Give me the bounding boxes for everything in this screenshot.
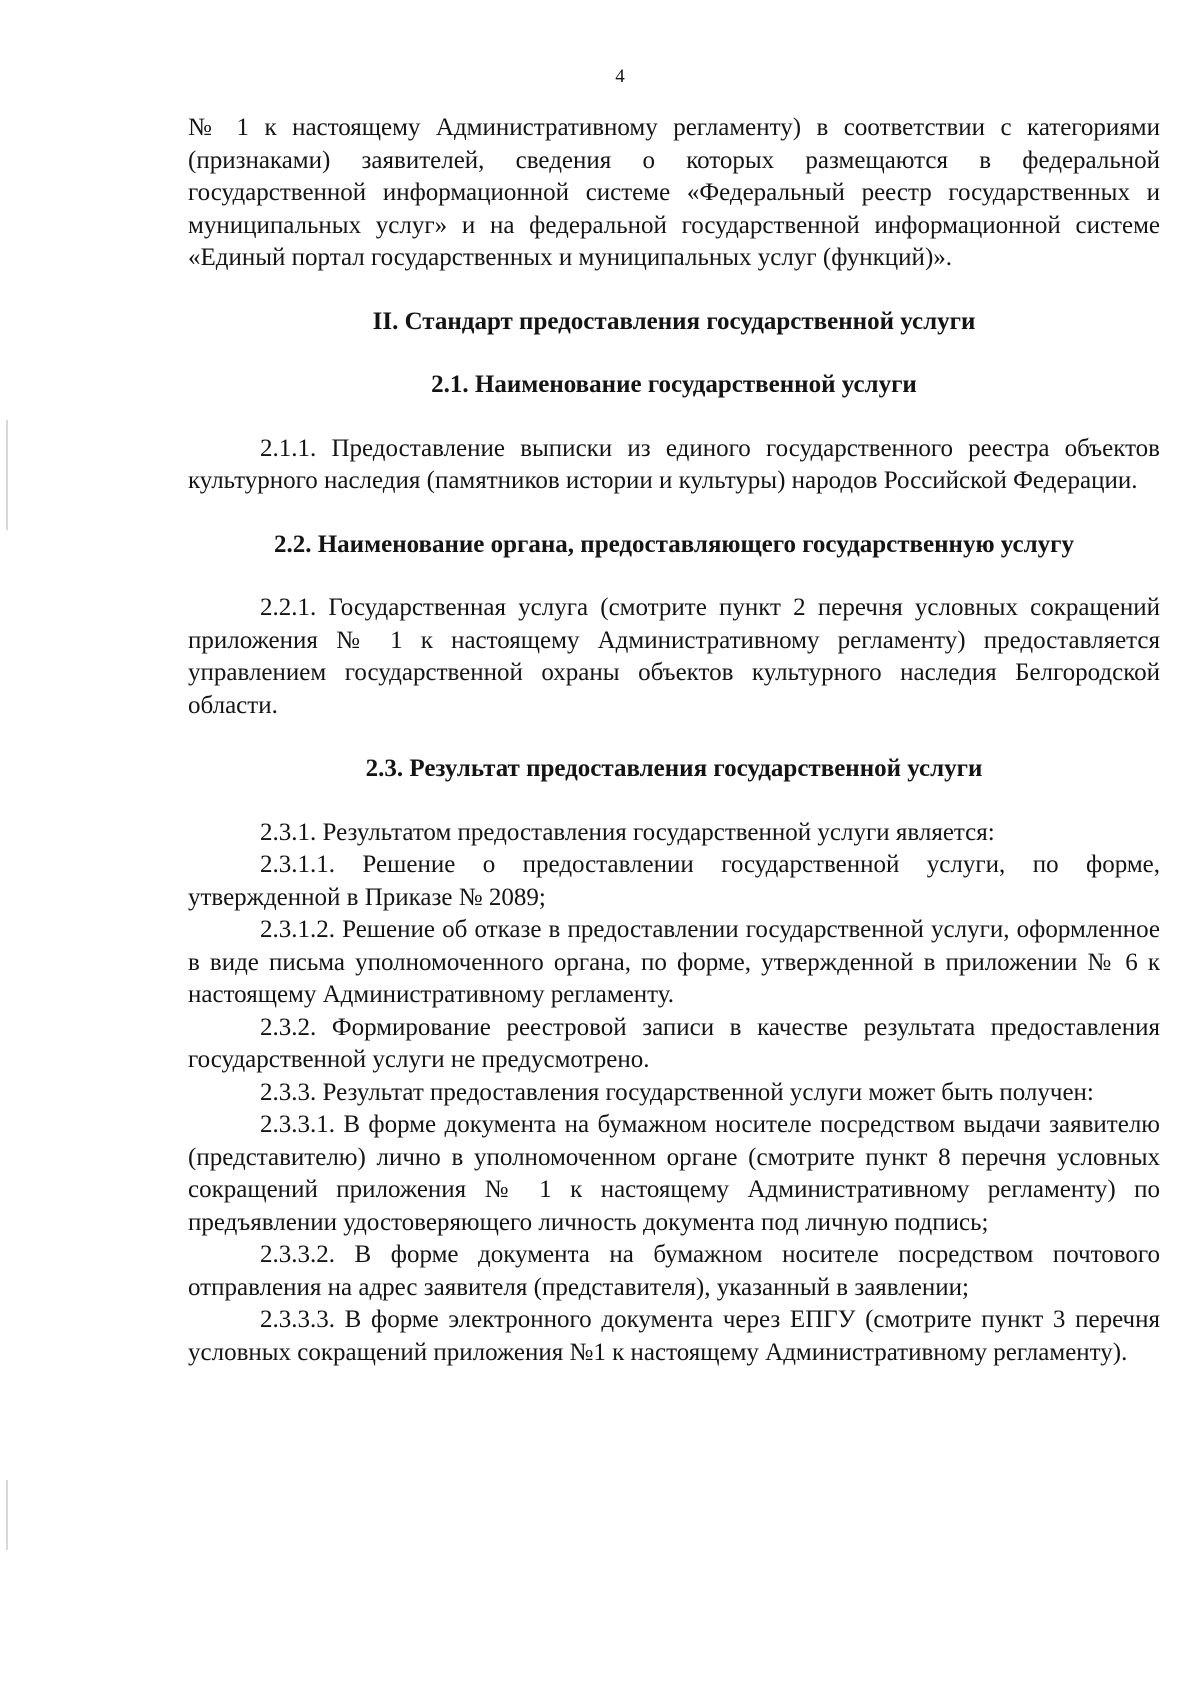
paragraph-2-3-3-2: 2.3.3.2. В форме документа на бумажном носителе посредством почтового отправления на адрес заявителя (представителя), указанный в заявлении; bbox=[188, 1241, 1160, 1301]
section-title: II. Стандарт предоставления государственной услуги bbox=[372, 307, 976, 335]
intro-paragraph: № 1 к настоящему Административному регламенту) в соответствии с категориями (признаками) заявителей, сведения о которых размещаются в федеральной государственной информационной системе «Федеральный реестр государственных и муниципальных услуг» и на федеральной государственной информационной системе «Единый портал государственных и муниципальных услуг (функций)». bbox=[188, 114, 1160, 271]
paragraph-2-3-1: 2.3.1. Результатом предоставления государственной услуги является: bbox=[260, 818, 995, 846]
subsection-heading-2-3: 2.3. Результат предоставления государственной услуги bbox=[365, 755, 983, 782]
paragraph-2-2-1: 2.2.1. Государственная услуга (смотрите пункт 2 перечня условных сокращений приложения № 1 к настоящему Административному регламенту) предоставляется управлением государственной охраны объектов культурного наследия Белгородской области. bbox=[188, 594, 1160, 719]
paragraph-2-3-3: 2.3.3. Результат предоставления государственной услуги может быть получен: bbox=[260, 1078, 1094, 1106]
page-number: 4 bbox=[615, 66, 625, 87]
subsection-heading-2-2: 2.2. Наименование органа, предоставляющего государственную услугу bbox=[273, 530, 1075, 558]
paragraph-2-3-3-3: 2.3.3.3. В форме электронного документа через ЕПГУ (смотрите пункт 3 перечня условных сокращений приложения №1 к настоящему Административному регламенту). bbox=[188, 1306, 1160, 1366]
scan-edge-mark bbox=[6, 420, 8, 530]
paragraph-2-1-1: 2.1.1. Предоставление выписки из единого государственного реестра объектов культурного наследия (памятников истории и культуры) народов Российской Федерации. bbox=[188, 434, 1160, 494]
paragraph-2-3-1-1: 2.3.1.1. Решение о предоставлении государственной услуги, по форме, утвержденной в Приказе № 2089; bbox=[188, 851, 1160, 911]
paragraph-2-3-3-1: 2.3.3.1. В форме документа на бумажном носителе посредством выдачи заявителю (представителю) лично в уполномоченном органе (смотрите пункт 8 перечня условных сокращений приложения № 1 к настоящему Административному регламенту) по предъявлении удостоверяющего личность документа под личную подпись; bbox=[188, 1111, 1160, 1236]
scan-edge-mark bbox=[6, 1480, 8, 1550]
document-body bbox=[188, 112, 1160, 1369]
subsection-heading-2-1: 2.1. Наименование государственной услуги bbox=[431, 371, 917, 398]
paragraph-2-3-2: 2.3.2. Формирование реестровой записи в качестве результата предоставления государственной услуги не предусмотрено. bbox=[188, 1013, 1160, 1073]
paragraph-2-3-1-2: 2.3.1.2. Решение об отказе в предоставлении государственной услуги, оформленное в виде письма уполномоченного органа, по форме, утвержденной в приложении № 6 к настоящему Административному регламенту. bbox=[188, 916, 1160, 1008]
